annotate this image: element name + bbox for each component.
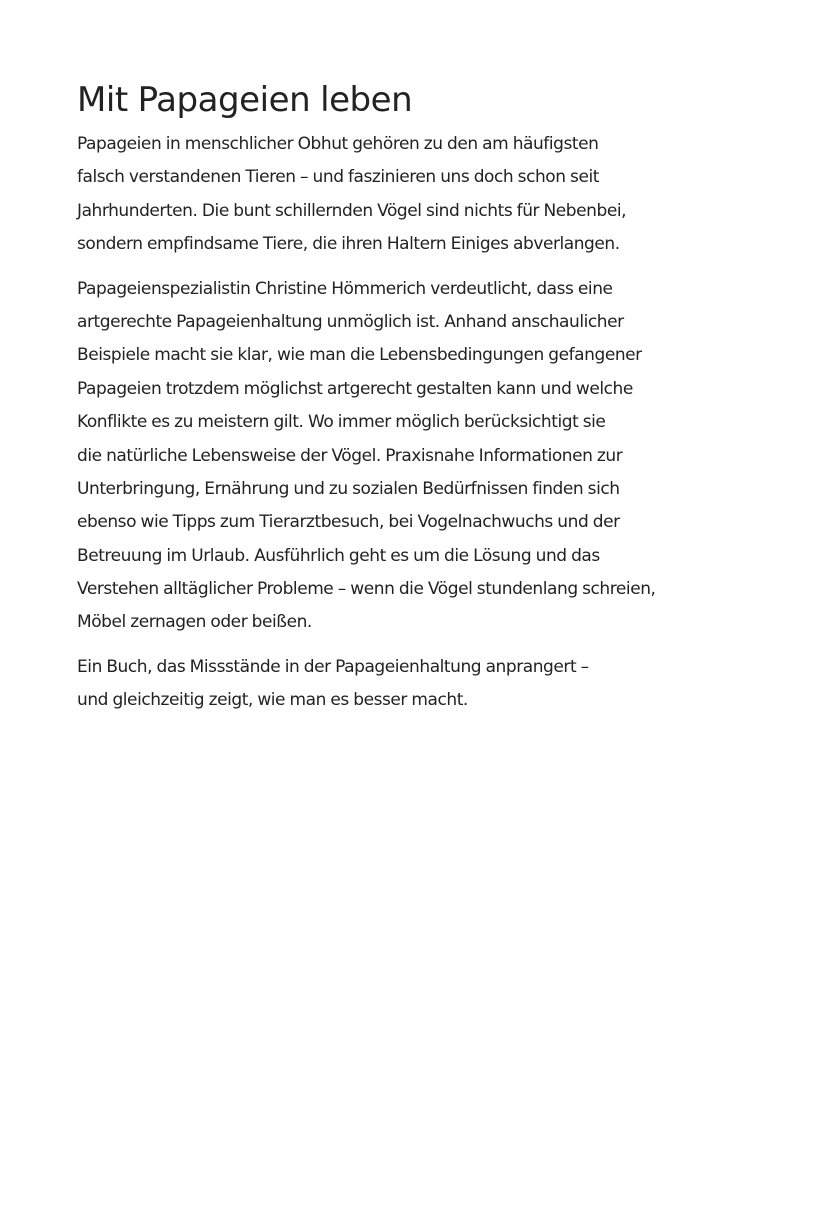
book-title: Mit Papageien leben — [77, 80, 413, 120]
text-line: sondern empfindsame Tiere, die ihren Haltern Einiges abverlangen. — [77, 234, 620, 255]
text-line: Betreuung im Urlaub. Ausführlich geht es um die Lösung und das — [77, 545, 600, 566]
text-line: artgerechte Papageienhaltung unmöglich ist. Anhand anschaulicher — [77, 311, 624, 332]
text-line: Beispiele macht sie klar, wie man die Lebensbedingungen gefangener — [77, 345, 642, 366]
text-line: und gleichzeitig zeigt, wie man es besser macht. — [77, 690, 468, 711]
paragraph-intro — [77, 117, 757, 262]
blurb-text — [77, 80, 757, 718]
text-line: Papageien trotzdem möglichst artgerecht gestalten kann und welche — [77, 378, 633, 399]
text-line: falsch verstandenen Tieren – und faszinieren uns doch schon seit — [77, 167, 599, 188]
text-line: Ein Buch, das Missstände in der Papageienhaltung anprangert – — [77, 656, 589, 677]
paragraph-description — [77, 262, 757, 640]
text-line: Unterbringung, Ernährung und zu sozialen Bedürfnissen finden sich — [77, 478, 620, 499]
text-line: Papageien in menschlicher Obhut gehören zu den am häufigsten — [77, 134, 599, 154]
paragraph-conclusion — [77, 640, 757, 718]
text-line: Papageienspezialistin Christine Hömmerich verdeutlicht, dass eine — [77, 278, 613, 299]
text-line: Möbel zernagen oder beißen. — [77, 612, 312, 633]
text-line: ebenso wie Tipps zum Tierarztbesuch, bei Vogelnachwuchs und der — [77, 512, 620, 533]
text-line: Konflikte es zu meistern gilt. Wo immer möglich berücksichtigt sie — [77, 412, 606, 433]
text-line: Verstehen alltäglicher Probleme – wenn die Vögel stundenlang schreien, — [77, 579, 656, 600]
text-line: Jahrhunderten. Die bunt schillernden Vögel sind nichts für Nebenbei, — [77, 200, 627, 221]
text-line: die natürliche Lebensweise der Vögel. Praxisnahe Informationen zur — [77, 445, 623, 466]
